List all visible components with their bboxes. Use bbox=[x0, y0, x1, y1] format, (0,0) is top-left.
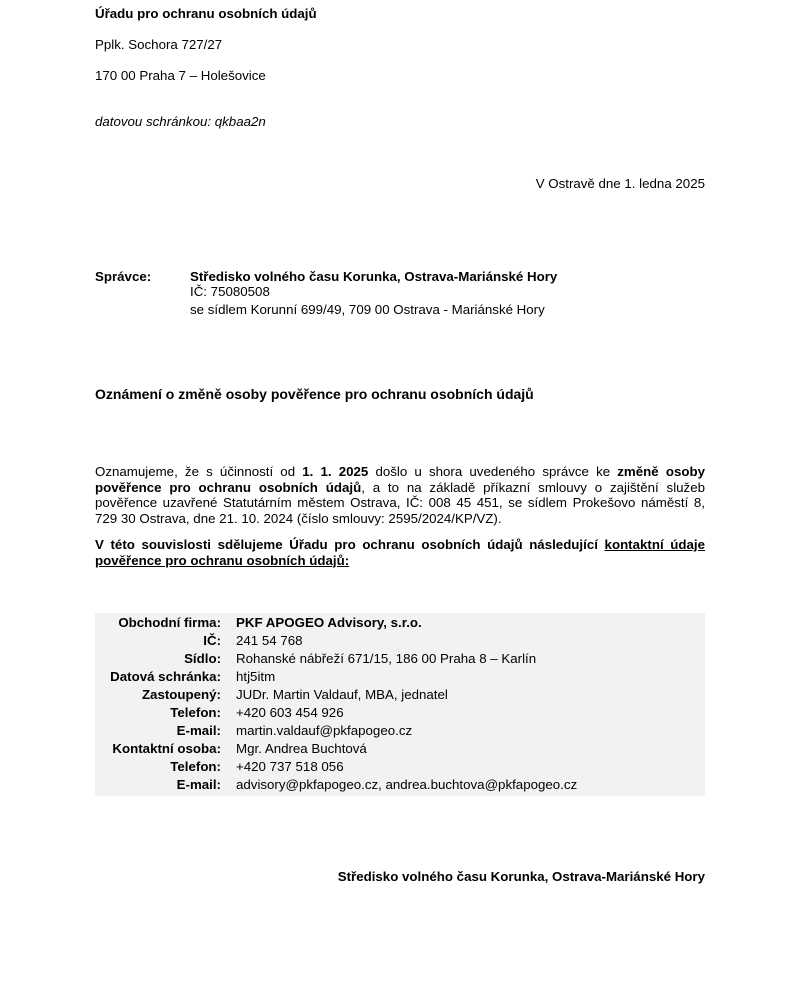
contact-row bbox=[95, 777, 705, 795]
signature: Středisko volného času Korunka, Ostrava-Mariánské Hory bbox=[337, 869, 705, 884]
contact-value: +420 603 454 926 bbox=[236, 705, 344, 720]
controller-ico: IČ: 75080508 bbox=[190, 284, 270, 299]
date-line: V Ostravě dne 1. ledna 2025 bbox=[535, 176, 705, 191]
contact-value: +420 737 518 056 bbox=[236, 759, 344, 774]
recipient-city: 170 00 Praha 7 – Holešovice bbox=[95, 68, 266, 83]
contact-label: IČ: bbox=[203, 633, 221, 648]
contact-table bbox=[95, 613, 705, 796]
contact-value: PKF APOGEO Advisory, s.r.o. bbox=[236, 615, 422, 630]
contact-row bbox=[95, 669, 705, 687]
contact-label: Datová schránka: bbox=[110, 669, 221, 684]
recipient-databox: datovou schránkou: qkbaa2n bbox=[95, 114, 266, 129]
p1-text-2: došlo u shora uvedeného správce ke bbox=[368, 464, 618, 479]
contact-value: htj5itm bbox=[236, 669, 276, 684]
contact-value: advisory@pkfapogeo.cz, andrea.buchtova@pkfapogeo.cz bbox=[236, 777, 578, 792]
p2-underlined: kontaktní údaje pověřence pro ochranu osobních údajů: bbox=[95, 537, 706, 568]
paragraph-notice bbox=[95, 464, 705, 526]
contact-row bbox=[95, 687, 705, 705]
contact-label: Obchodní firma: bbox=[118, 615, 221, 630]
contact-row bbox=[95, 633, 705, 651]
contact-value: Rohanské nábřeží 671/15, 186 00 Praha 8 – Karlín bbox=[236, 651, 537, 666]
contact-value: JUDr. Martin Valdauf, MBA, jednatel bbox=[236, 687, 448, 702]
recipient-name: Úřadu pro ochranu osobních údajů bbox=[95, 6, 317, 21]
p1-text-3: , a to na základě příkazní smlouvy o zajištění služeb pověřence uzavřené Statutárním městem Ostrava, IČ: 008 45 451, se sídlem Prokešovo náměstí 8, 729 30 Ostrava, dne 21. 10. 2024 (číslo smlouvy: 2595/2024/KP/VZ). bbox=[95, 479, 705, 526]
contact-row bbox=[95, 651, 705, 669]
contact-label: Sídlo: bbox=[184, 651, 221, 666]
contact-row bbox=[95, 759, 705, 777]
contact-value: martin.valdauf@pkfapogeo.cz bbox=[236, 723, 413, 738]
contact-label: Kontaktní osoba: bbox=[112, 741, 221, 756]
contact-value: Mgr. Andrea Buchtová bbox=[236, 741, 367, 756]
contact-label: Telefon: bbox=[170, 705, 221, 720]
p1-date: 1. 1. 2025 bbox=[302, 464, 369, 479]
p2-text: V této souvislosti sdělujeme Úřadu pro ochranu osobních údajů následující bbox=[95, 537, 605, 552]
contact-label: Telefon: bbox=[170, 759, 221, 774]
contact-label: E-mail: bbox=[176, 723, 221, 738]
contact-row bbox=[95, 723, 705, 741]
contact-value: 241 54 768 bbox=[236, 633, 303, 648]
controller-name: Středisko volného času Korunka, Ostrava-Mariánské Hory bbox=[190, 269, 558, 284]
contact-row bbox=[95, 741, 705, 759]
paragraph-context bbox=[95, 537, 705, 568]
subject-heading: Oznámení o změně osoby pověřence pro ochranu osobních údajů bbox=[95, 386, 534, 402]
controller-seat: se sídlem Korunní 699/49, 709 00 Ostrava - Mariánské Hory bbox=[190, 302, 545, 317]
controller-label: Správce: bbox=[95, 269, 152, 284]
p1-text-1: Oznamujeme, že s účinností od bbox=[95, 464, 303, 479]
contact-label: Zastoupený: bbox=[141, 687, 221, 702]
contact-row bbox=[95, 705, 705, 723]
recipient-street: Pplk. Sochora 727/27 bbox=[95, 37, 223, 52]
p1-change: změně osoby pověřence pro ochranu osobních údajů bbox=[95, 464, 705, 495]
contact-label: E-mail: bbox=[176, 777, 221, 792]
contact-row bbox=[95, 615, 705, 633]
